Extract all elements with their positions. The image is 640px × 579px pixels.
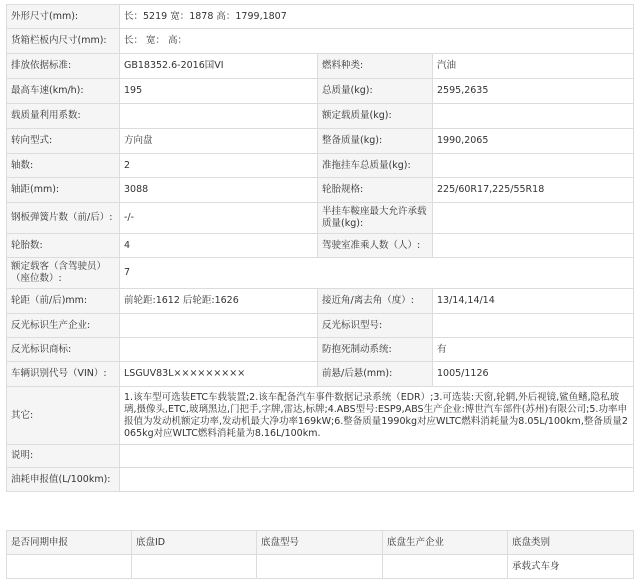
spec-label: 半挂车鞍座最大允许承载质量(kg): (318, 203, 433, 234)
spec-value (120, 468, 634, 492)
spec-value: 有 (433, 338, 634, 362)
spec-value (433, 314, 634, 338)
spec-row (7, 79, 634, 104)
spec-value (433, 234, 634, 258)
spec-value: 2595,2635 (433, 79, 634, 104)
spec-row (7, 258, 634, 289)
spec-label: 反光标识生产企业: (7, 314, 120, 338)
spec-label: 防抱死制动系统: (318, 338, 433, 362)
spec-row (7, 234, 634, 258)
spec-row (7, 289, 634, 314)
spec-value: 13/14,14/14 (433, 289, 634, 314)
spec-label: 其它: (7, 387, 120, 445)
spec-label: 轴距(mm): (7, 178, 120, 203)
spec-value (120, 314, 318, 338)
spec-row (7, 5, 634, 29)
spec-label: 轴数: (7, 154, 120, 178)
spec-value: 长：5219 宽：1878 高：1799,1807 (120, 5, 634, 29)
chassis-data-row (7, 555, 634, 579)
spec-label: 整备质量(kg): (318, 129, 433, 154)
spec-value: 汽油 (433, 54, 634, 79)
spec-label: 驾驶室准乘人数（人）: (318, 234, 433, 258)
spec-label: 轮胎数: (7, 234, 120, 258)
spec-row (7, 314, 634, 338)
col-header: 底盘类别 (508, 531, 634, 555)
spec-row (7, 203, 634, 234)
spec-row (7, 154, 634, 178)
spec-label: 额定载客（含驾驶员）（座位数）: (7, 258, 120, 289)
spec-label: 轮距（前/后)mm: (7, 289, 120, 314)
spec-value: 3088 (120, 178, 318, 203)
spec-label: 总质量(kg): (318, 79, 433, 104)
spec-label: 额定载质量(kg): (318, 104, 433, 129)
spec-row (7, 129, 634, 154)
cell (257, 555, 383, 579)
spec-label: 载质量利用系数: (7, 104, 120, 129)
cell (7, 555, 132, 579)
spec-label: 钢板弹簧片数（前/后）: (7, 203, 120, 234)
spec-label: 前悬/后悬(mm): (318, 362, 433, 387)
spec-label: 接近角/离去角（度）: (318, 289, 433, 314)
spec-label: 转向型式: (7, 129, 120, 154)
spec-value: 1990,2065 (433, 129, 634, 154)
spec-value: 长： 宽： 高： (120, 29, 634, 54)
spec-value: GB18352.6-2016国VI (120, 54, 318, 79)
spec-row (7, 362, 634, 387)
vehicle-spec-table (6, 4, 634, 492)
spec-value: 1005/1126 (433, 362, 634, 387)
spec-row (7, 445, 634, 468)
spec-label: 货箱栏板内尺寸(mm): (7, 29, 120, 54)
spec-label: 外形尺寸(mm): (7, 5, 120, 29)
col-header: 底盘型号 (257, 531, 383, 555)
spec-label: 车辆识别代号（VIN）: (7, 362, 120, 387)
col-header: 是否同期申报 (7, 531, 132, 555)
spec-value (433, 154, 634, 178)
spec-label: 反光标识商标: (7, 338, 120, 362)
spec-value: 195 (120, 79, 318, 104)
spec-value: LSGUV83L××××××××× (120, 362, 318, 387)
spec-value: 前轮距:1612 后轮距:1626 (120, 289, 318, 314)
spec-value: 方向盘 (120, 129, 318, 154)
chassis-table (6, 530, 634, 579)
spec-row (7, 104, 634, 129)
spec-label: 排放依据标准: (7, 54, 120, 79)
spec-label: 反光标识型号: (318, 314, 433, 338)
spec-value: 7 (120, 258, 634, 289)
col-header: 底盘生产企业 (383, 531, 508, 555)
spec-value: 1.该车型可选装ETC车载装置;2.该车配备汽车事件数据记录系统（EDR）;3.可选装:天窗,轮辋,外后视镜,鲨鱼鳍,隐私玻璃,摄像头,ETC,玻璃黑边,门把手,字牌,雷达,标牌;4.ABS型号:ESP9,ABS生产企业:博世汽车部件(苏州)有限公司;5.功率申报值为发动机额定功率,发动机最大净功率169kW;6.整备质量1990kg对应WLTC燃料消耗量为8.05L/100km,整备质量2065kg对应WLTC燃料消耗量为8.16L/100km. (120, 387, 634, 445)
spec-row (7, 29, 634, 54)
spec-row (7, 387, 634, 445)
spec-value (120, 104, 318, 129)
cell: 承载式车身 (508, 555, 634, 579)
spec-row (7, 468, 634, 492)
chassis-header-row (7, 531, 634, 555)
spec-value (433, 203, 634, 234)
spec-value (120, 338, 318, 362)
spec-label: 说明: (7, 445, 120, 468)
spec-label: 燃料种类: (318, 54, 433, 79)
spec-label: 轮胎规格: (318, 178, 433, 203)
spec-value: 225/60R17,225/55R18 (433, 178, 634, 203)
cell (132, 555, 257, 579)
spec-value: -/- (120, 203, 318, 234)
spec-value (433, 104, 634, 129)
spec-value: 4 (120, 234, 318, 258)
col-header: 底盘ID (132, 531, 257, 555)
spec-label: 准拖挂车总质量(kg): (318, 154, 433, 178)
spec-row (7, 54, 634, 79)
spec-value (120, 445, 634, 468)
spec-value: 2 (120, 154, 318, 178)
spec-row (7, 338, 634, 362)
cell (383, 555, 508, 579)
spec-label: 油耗申报值(L/100km): (7, 468, 120, 492)
spec-label: 最高车速(km/h): (7, 79, 120, 104)
spec-row (7, 178, 634, 203)
